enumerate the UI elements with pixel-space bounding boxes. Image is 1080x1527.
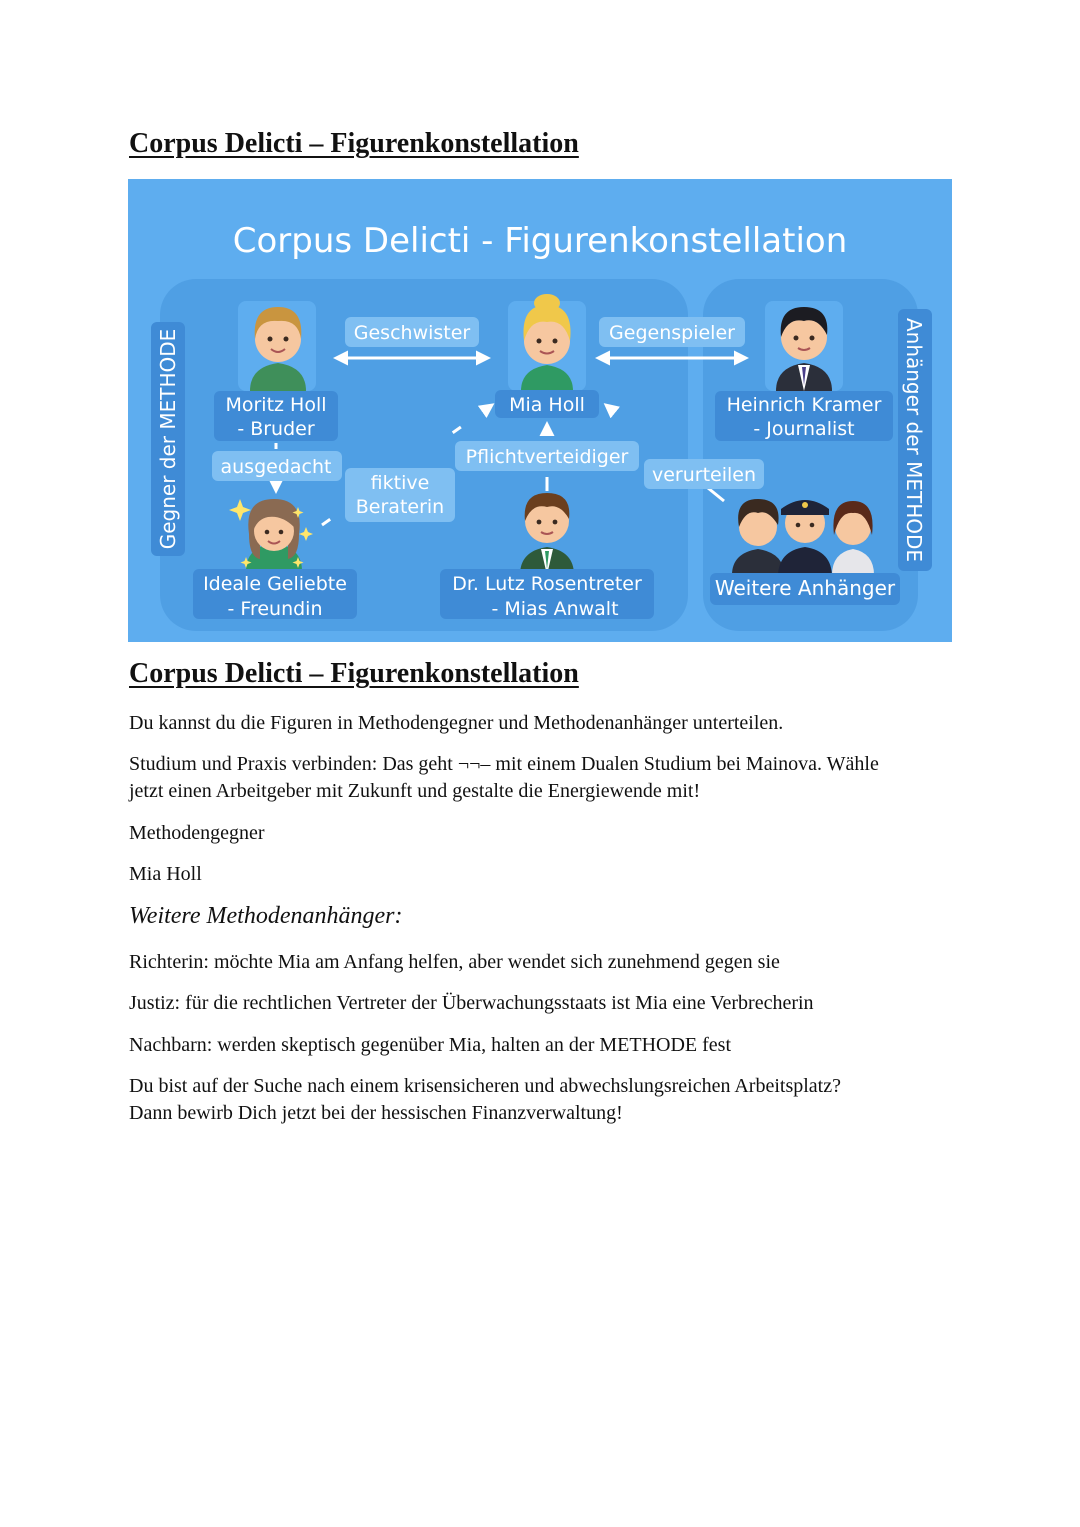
- moritz-role: - Bruder: [237, 418, 315, 440]
- label-fiktive: fiktive: [370, 472, 430, 494]
- right-group-label: Anhänger der METHODE: [902, 317, 926, 563]
- paragraph-intro: Du kannst du die Figuren in Methodengegner und Methodenanhänger unterteilen.: [129, 712, 784, 734]
- anhaenger-name: Weitere Anhänger: [714, 576, 896, 600]
- page-title: Corpus Delicti – Figurenkonstellation: [129, 128, 579, 159]
- figure-character-constellation: [128, 179, 952, 642]
- label-beraterin: Beraterin: [355, 496, 445, 518]
- label-gegenspieler: Gegenspieler: [609, 322, 735, 344]
- paragraph-ad-1-line1: Studium und Praxis verbinden: Das geht ¬¬– mit einem Dualen Studium bei Mainova. Wähle: [129, 753, 879, 775]
- label-verurteilen: verurteilen: [651, 464, 757, 486]
- lutz-role: - Mias Anwalt: [491, 598, 619, 620]
- paragraph-ad-1-line2: jetzt einen Arbeitgeber mit Zukunft und gestalte die Energiewende mit!: [129, 780, 701, 802]
- paragraph-weitere-anhaenger: Weitere Methodenanhänger:: [129, 903, 403, 929]
- geliebte-role: - Freundin: [227, 598, 323, 620]
- geliebte-avatar: [246, 499, 302, 571]
- label-geschwister: Geschwister: [353, 322, 471, 344]
- moritz-name: Moritz Holl: [225, 394, 327, 416]
- left-group-label: Gegner der METHODE: [156, 328, 180, 550]
- heinrich-role: - Journalist: [753, 418, 855, 440]
- paragraph-nachbarn: Nachbarn: werden skeptisch gegenüber Mia, halten an der METHODE fest: [129, 1034, 732, 1056]
- mia-name: Mia Holl: [509, 394, 585, 416]
- lutz-name: Dr. Lutz Rosentreter: [452, 573, 642, 595]
- paragraph-mia-holl: Mia Holl: [129, 863, 202, 885]
- label-ausgedacht: ausgedacht: [220, 456, 332, 478]
- paragraph-methodengegner: Methodengegner: [129, 822, 265, 844]
- paragraph-justiz: Justiz: für die rechtlichen Vertreter der Überwachungsstaats ist Mia eine Verbrecherin: [129, 992, 814, 1014]
- paragraph-richterin: Richterin: möchte Mia am Anfang helfen, aber wendet sich zunehmend gegen sie: [129, 951, 780, 973]
- label-pflichtverteidiger: Pflichtverteidiger: [465, 446, 629, 468]
- heinrich-name: Heinrich Kramer: [726, 394, 882, 416]
- anhaenger-avatars: [732, 499, 874, 577]
- mia-avatar: [508, 294, 586, 391]
- moritz-avatar: [238, 301, 316, 391]
- heinrich-avatar: [765, 301, 843, 391]
- figure-title: Corpus Delicti - Figurenkonstellation: [232, 221, 848, 261]
- section-title: Corpus Delicti – Figurenkonstellation: [129, 658, 579, 689]
- paragraph-ad-2-line1: Du bist auf der Suche nach einem krisensicheren und abwechslungsreichen Arbeitsplatz?: [129, 1075, 841, 1097]
- paragraph-ad-2-line2: Dann bewirb Dich jetzt bei der hessischen Finanzverwaltung!: [129, 1102, 623, 1124]
- geliebte-name: Ideale Geliebte: [203, 573, 347, 595]
